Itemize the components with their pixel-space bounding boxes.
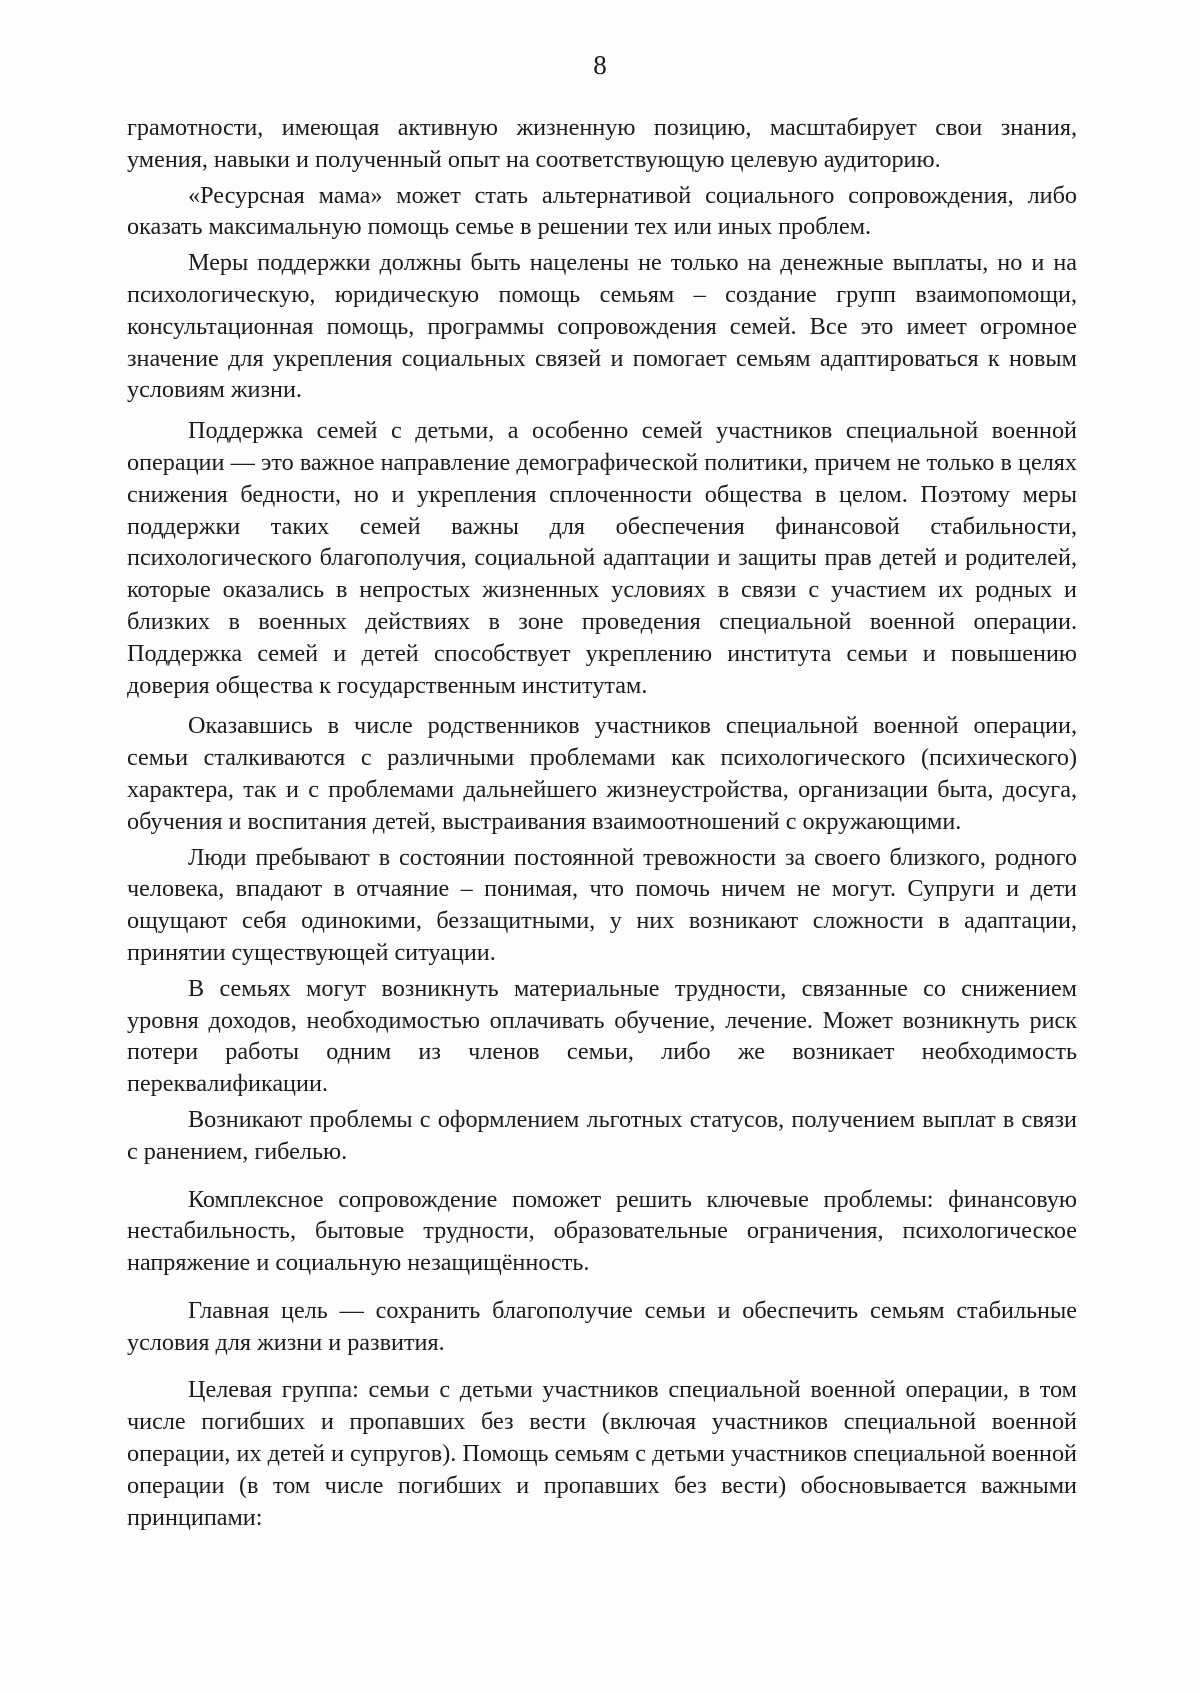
paragraph-continuation: грамотности, имеющая активную жизненную позицию, масштабирует свои знания, умения, навыки и полученный опыт на соответствующую целевую аудиторию. [127, 114, 1077, 173]
page-number: 8 [593, 50, 607, 80]
paragraph-relatives-problems: Оказавшись в числе родственников участников специальной военной операции, семьи сталкиваются с различными проблемами как психологического (психического) характера, так и с проблемами дальнейшего жизнеустройства, организации быта, досуга, обучения и воспитания детей, выстраивания взаимоотношений с окружающими. [127, 712, 1077, 835]
paragraph-anxiety: Люди пребывают в состоянии постоянной тревожности за своего близкого, родного человека, впадают в отчаяние – понимая, что помочь ничем не могут. Супруги и дети ощущают себя одинокими, беззащитными, у них возникают сложности в адаптации, принятии существующей ситуации. [127, 843, 1077, 966]
paragraph-family-support: Поддержка семей с детьми, а особенно семей участников специальной военной операции — это важное направление демографической политики, причем не только в целях снижения бедности, но и укрепления сплоченности общества в целом. Поэтому меры поддержки таких семей важны для обеспечения финансовой стабильности, психологического благополучия, социальной адаптации и защиты прав детей и родителей, которые оказались в непростых жизненных условиях в связи с участием их родных и близких в военных действиях в зоне проведения специальной военной операции. Поддержка семей и детей способствует укреплению института семьи и повышению доверия общества к государственным институтам. [127, 417, 1077, 699]
paragraph-benefit-status: Возникают проблемы с оформлением льготных статусов, получением выплат в связи с ранением, гибелью. [127, 1105, 1077, 1165]
document-body [127, 112, 1077, 1533]
paragraph-target-group: Целевая группа: семьи с детьми участников специальной военной операции, в том числе погибших и пропавших без вести (включая участников специальной военной операции, их детей и супругов). Помощь семьям с детьми участников специальной военной операции (в том числе погибших и пропавших без вести) обосновывается важными принципами: [127, 1376, 1077, 1531]
paragraph-complex-support: Комплексное сопровождение поможет решить ключевые проблемы: финансовую нестабильность, бытовые трудности, образовательные ограничения, психологическое напряжение и социальную незащищённость. [127, 1185, 1077, 1277]
paragraph-support-measures: Меры поддержки должны быть нацелены не только на денежные выплаты, но и на психологическую, юридическую помощь семьям – создание групп взаимопомощи, консультационная помощь, программы сопровождения семей. Все это имеет огромное значение для укрепления социальных связей и помогает семьям адаптироваться к новым условиям жизни. [127, 249, 1077, 404]
paragraph-main-goal: Главная цель — сохранить благополучие семьи и обеспечить семьям стабильные условия для жизни и развития. [127, 1296, 1077, 1356]
paragraph-material-difficulties: В семьях могут возникнуть материальные трудности, связанные со снижением уровня доходов, необходимостью оплачивать обучение, лечение. Может возникнуть риск потери работы одним из членов семьи, либо же возникает необходимость переквалификации. [127, 974, 1077, 1098]
paragraph-resource-mom: «Ресурсная мама» может стать альтернативой социального сопровождения, либо оказать максимальную помощь семье в решении тех или иных проблем. [127, 181, 1077, 241]
